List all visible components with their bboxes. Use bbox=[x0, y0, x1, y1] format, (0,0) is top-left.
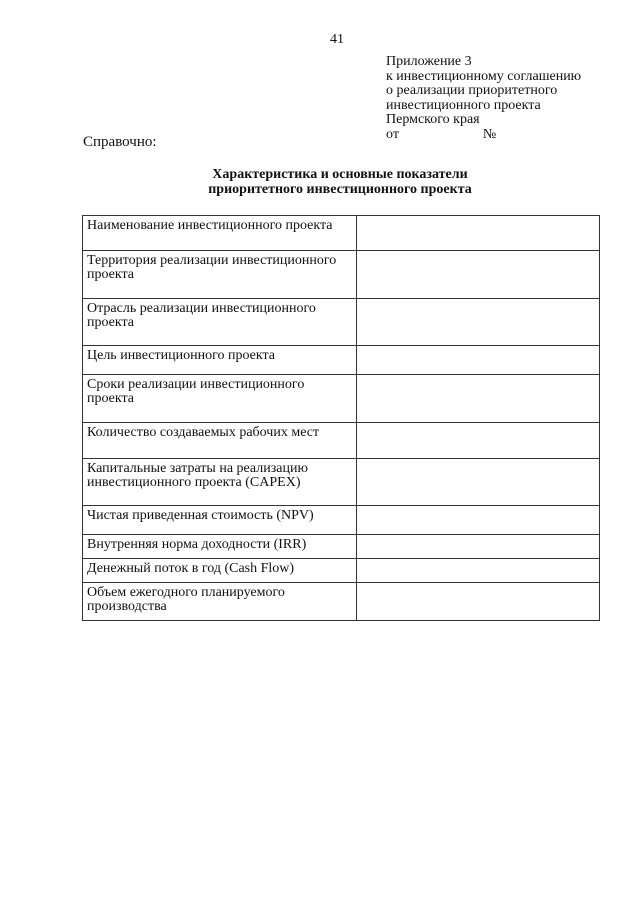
table-row bbox=[83, 375, 600, 423]
row-label: Наименование инвестиционного проекта bbox=[83, 216, 357, 251]
row-label: Отрасль реализации инвестиционного проекта bbox=[83, 299, 357, 346]
page-number: 41 bbox=[330, 32, 344, 47]
row-label: Чистая приведенная стоимость (NPV) bbox=[83, 506, 357, 535]
row-value bbox=[357, 583, 600, 621]
table-row bbox=[83, 559, 600, 583]
appendix-line: Пермского края bbox=[386, 112, 480, 127]
table-row bbox=[83, 459, 600, 506]
table-row bbox=[83, 251, 600, 299]
reference-label: Справочно: bbox=[83, 134, 157, 150]
table-row bbox=[83, 535, 600, 559]
table-row bbox=[83, 583, 600, 621]
title-line: приоритетного инвестиционного проекта bbox=[208, 182, 472, 197]
row-value bbox=[357, 459, 600, 506]
row-value bbox=[357, 251, 600, 299]
appendix-line: от № bbox=[386, 126, 497, 142]
title-line: Характеристика и основные показатели bbox=[212, 167, 468, 182]
row-label: Сроки реализации инвестиционного проекта bbox=[83, 375, 357, 423]
row-value bbox=[357, 506, 600, 535]
appendix-line: о реализации приоритетного bbox=[386, 83, 558, 98]
table-row bbox=[83, 423, 600, 459]
table-row bbox=[83, 346, 600, 375]
row-value bbox=[357, 375, 600, 423]
appendix-line: Приложение 3 bbox=[386, 54, 472, 69]
table-row bbox=[83, 506, 600, 535]
table-row bbox=[83, 299, 600, 346]
row-label: Территория реализации инвестиционного проекта bbox=[83, 251, 357, 299]
appendix-line: инвестиционного проекта bbox=[386, 97, 541, 113]
row-label: Количество создаваемых рабочих мест bbox=[83, 423, 357, 459]
document-title bbox=[0, 167, 640, 197]
row-value bbox=[357, 535, 600, 559]
row-value bbox=[357, 299, 600, 346]
row-label: Денежный поток в год (Cash Flow) bbox=[83, 559, 357, 583]
row-value bbox=[357, 216, 600, 251]
row-label: Внутренняя норма доходности (IRR) bbox=[83, 535, 357, 559]
row-value bbox=[357, 559, 600, 583]
row-label: Капитальные затраты на реализацию инвестиционного проекта (CAPEX) bbox=[83, 459, 357, 506]
row-value bbox=[357, 423, 600, 459]
appendix-header bbox=[386, 55, 581, 142]
project-table bbox=[82, 215, 600, 621]
appendix-line: к инвестиционному соглашению bbox=[386, 68, 582, 84]
table-row bbox=[83, 216, 600, 251]
row-label: Объем ежегодного планируемого производства bbox=[83, 583, 357, 621]
row-value bbox=[357, 346, 600, 375]
row-label: Цель инвестиционного проекта bbox=[83, 346, 357, 375]
